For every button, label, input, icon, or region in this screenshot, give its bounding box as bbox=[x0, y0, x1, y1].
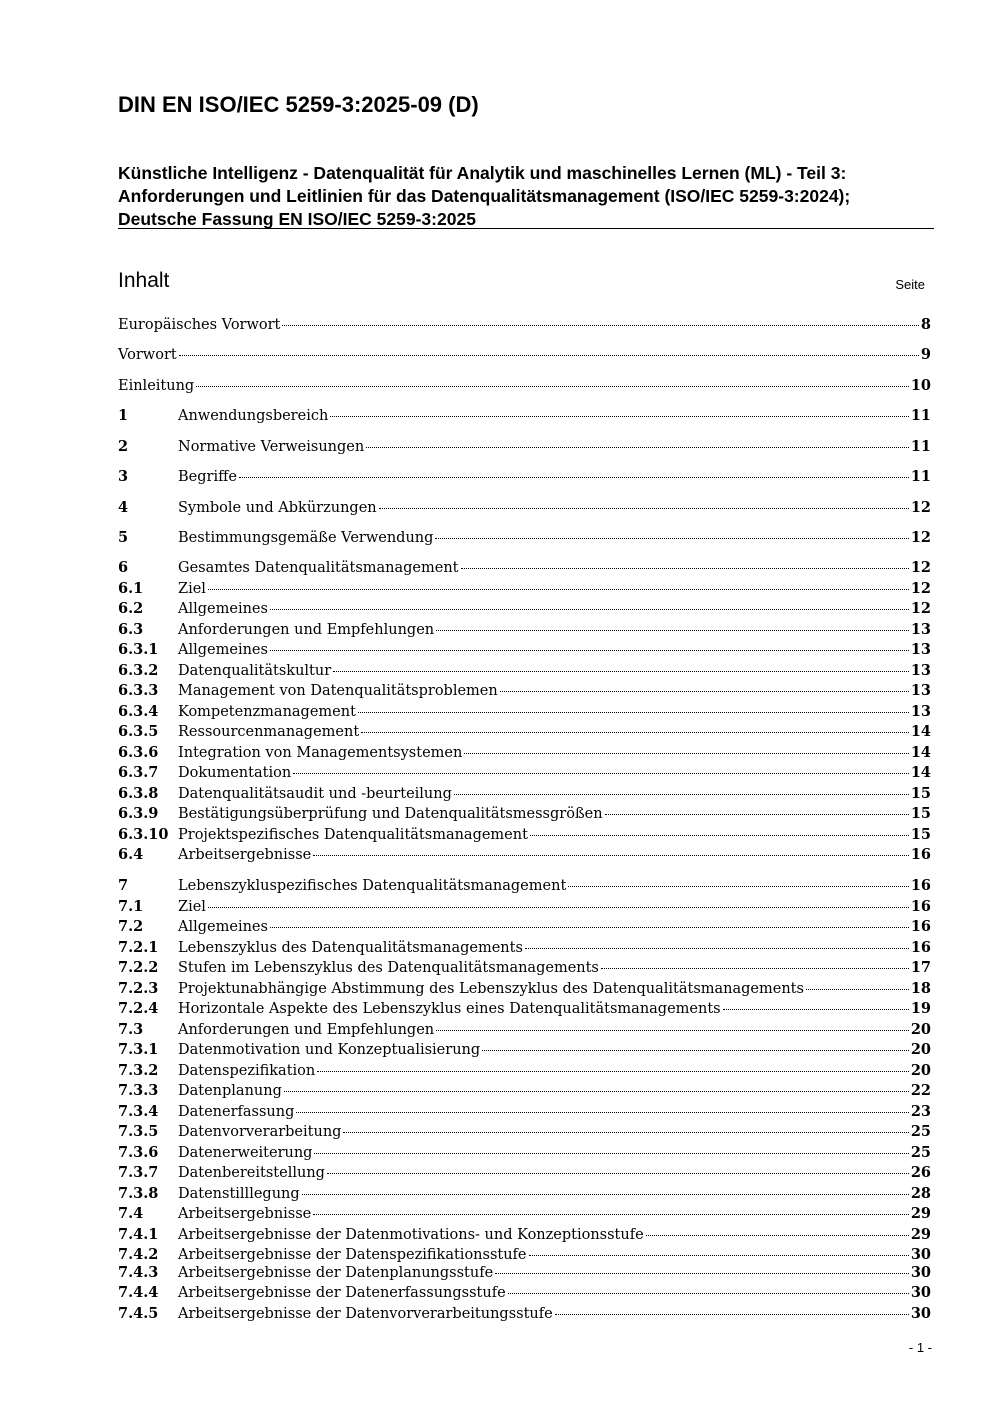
toc-entry[interactable] bbox=[118, 468, 931, 488]
toc-entry-number: 7.2.1 bbox=[118, 939, 159, 956]
toc-entry-number: 6.4 bbox=[118, 846, 144, 863]
toc-dot-leader bbox=[555, 1302, 909, 1315]
toc-entry-title: Bestimmungsgemäße Verwendung bbox=[178, 530, 434, 546]
toc-entry-title: Gesamtes Datenqualitätsmanagement bbox=[178, 560, 459, 576]
toc-dot-leader bbox=[568, 874, 909, 887]
toc-entry-title: Anforderungen und Empfehlungen bbox=[178, 1022, 435, 1038]
toc-dot-leader bbox=[314, 1141, 908, 1154]
toc-entry-page: 12 bbox=[910, 580, 931, 597]
toc-entry[interactable] bbox=[118, 529, 931, 549]
toc-dot-leader bbox=[343, 1120, 908, 1133]
toc-entry-page: 14 bbox=[910, 723, 931, 740]
toc-entry-number: 1 bbox=[118, 407, 129, 424]
toc-entry-title: Begriffe bbox=[178, 469, 237, 485]
toc-entry-number: 7.3.6 bbox=[118, 1144, 159, 1161]
toc-entry[interactable] bbox=[118, 764, 931, 784]
toc-dot-leader bbox=[282, 313, 919, 326]
toc-entry-number: 2 bbox=[118, 438, 129, 455]
toc-entry[interactable] bbox=[118, 499, 931, 519]
toc-entry-number: 7.3.3 bbox=[118, 1082, 159, 1099]
toc-entry-page: 13 bbox=[910, 682, 931, 699]
toc-entry-page: 11 bbox=[910, 407, 931, 424]
toc-entry[interactable] bbox=[118, 346, 931, 366]
toc-dot-leader bbox=[313, 1202, 909, 1215]
toc-entry-page: 11 bbox=[910, 438, 931, 455]
toc-entry-title: Bestätigungsüberprüfung und Datenqualitätsmessgrößen bbox=[178, 806, 603, 822]
toc-entry-number: 6.3.4 bbox=[118, 703, 159, 720]
toc-dot-leader bbox=[302, 1182, 909, 1195]
toc-entry-title: Datenqualitätskultur bbox=[178, 663, 332, 679]
toc-entry-number: 7.4.5 bbox=[118, 1305, 159, 1322]
toc-entry[interactable] bbox=[118, 1082, 931, 1102]
toc-entry-page: 29 bbox=[910, 1226, 931, 1243]
toc-dot-leader bbox=[293, 761, 909, 774]
toc-entry-title: Allgemeines bbox=[178, 642, 268, 658]
toc-entry[interactable] bbox=[118, 407, 931, 427]
toc-entry[interactable] bbox=[118, 559, 931, 579]
toc-dot-leader bbox=[296, 1100, 908, 1113]
toc-entry-title: Lebenszyklus des Datenqualitätsmanagements bbox=[178, 940, 523, 956]
toc-entry-page: 20 bbox=[910, 1041, 931, 1058]
toc-entry-number: 6.3 bbox=[118, 621, 144, 638]
toc-entry-title: Datenmotivation und Konzeptualisierung bbox=[178, 1042, 481, 1058]
toc-dot-leader bbox=[601, 956, 909, 969]
toc-entry-page: 20 bbox=[910, 1062, 931, 1079]
footer-page-number: - 1 - bbox=[908, 1340, 932, 1355]
toc-dot-leader bbox=[330, 404, 909, 417]
toc-dot-leader bbox=[495, 1261, 909, 1274]
toc-entry-page: 12 bbox=[910, 559, 931, 576]
toc-heading: Inhalt bbox=[118, 269, 170, 292]
toc-entry-page: 29 bbox=[910, 1205, 931, 1222]
toc-entry-number: 6.3.6 bbox=[118, 744, 159, 761]
toc-entry-number: 6.3.2 bbox=[118, 662, 159, 679]
toc-entry-page: 11 bbox=[910, 468, 931, 485]
toc-entry-page: 30 bbox=[910, 1264, 931, 1281]
toc-entry-number: 7.2 bbox=[118, 918, 144, 935]
toc-entry-number: 6.3.5 bbox=[118, 723, 159, 740]
toc-entry-title: Europäisches Vorwort bbox=[118, 317, 281, 333]
toc-entry-number: 7.2.2 bbox=[118, 959, 159, 976]
toc-entry[interactable] bbox=[118, 1123, 931, 1143]
toc-dot-leader bbox=[529, 1243, 909, 1256]
toc-entry-page: 14 bbox=[910, 744, 931, 761]
toc-entry-title: Kompetenzmanagement bbox=[178, 704, 356, 720]
toc-entry-title: Arbeitsergebnisse der Datenplanungsstufe bbox=[178, 1265, 494, 1281]
toc-dot-leader bbox=[482, 1038, 909, 1051]
toc-entry[interactable] bbox=[118, 723, 931, 743]
toc-entry-page: 16 bbox=[910, 846, 931, 863]
toc-entry[interactable] bbox=[118, 438, 931, 458]
toc-dot-leader bbox=[464, 741, 908, 754]
toc-dot-leader bbox=[270, 638, 909, 651]
toc-dot-leader bbox=[179, 343, 919, 356]
toc-entry-number: 6 bbox=[118, 559, 129, 576]
toc-entry-number: 6.2 bbox=[118, 600, 144, 617]
toc-dot-leader bbox=[435, 526, 908, 539]
toc-entry-number: 6.3.7 bbox=[118, 764, 159, 781]
toc-entry-title: Management von Datenqualitätsproblemen bbox=[178, 683, 498, 699]
toc-entry-title: Ressourcenmanagement bbox=[178, 724, 360, 740]
toc-dot-leader bbox=[461, 556, 909, 569]
toc-entry-page: 13 bbox=[910, 621, 931, 638]
toc-entry-page: 12 bbox=[910, 600, 931, 617]
toc-entry-number: 7.3.2 bbox=[118, 1062, 159, 1079]
toc-dot-leader bbox=[270, 597, 909, 610]
toc-dot-leader bbox=[208, 895, 909, 908]
toc-dot-leader bbox=[208, 577, 909, 590]
toc-entry-number: 7.3.4 bbox=[118, 1103, 159, 1120]
toc-entry-number: 7.4.3 bbox=[118, 1264, 159, 1281]
toc-entry-page: 26 bbox=[910, 1164, 931, 1181]
toc-entry-title: Normative Verweisungen bbox=[178, 439, 365, 455]
toc-entry-title: Lebenszykluspezifisches Datenqualitätsmanagement bbox=[178, 878, 567, 894]
toc-entry-title: Datenvorverarbeitung bbox=[178, 1124, 342, 1140]
document-id: DIN EN ISO/IEC 5259-3:2025-09 (D) bbox=[118, 92, 479, 117]
toc-entry-page: 20 bbox=[910, 1021, 931, 1038]
toc-entry[interactable] bbox=[118, 846, 931, 866]
toc-entry-title: Integration von Managementsystemen bbox=[178, 745, 463, 761]
toc-entry[interactable] bbox=[118, 682, 931, 702]
toc-entry-title: Allgemeines bbox=[178, 601, 268, 617]
toc-entry-number: 7.4.4 bbox=[118, 1284, 159, 1301]
toc-entry-title: Einleitung bbox=[118, 378, 195, 394]
document-title: Künstliche Intelligenz - Datenqualität für Analytik und maschinelles Lernen (ML) - Teil 3: Anforderungen und Leitlinien für das Datenqualitätsmanagement (ISO/IEC 5259-3:2024); Deutsche Fassung EN ISO/IEC 5259-3:2025 bbox=[118, 163, 851, 229]
toc-dot-leader bbox=[361, 720, 909, 733]
toc-dot-leader bbox=[284, 1079, 909, 1092]
toc-dot-leader bbox=[239, 465, 909, 478]
toc-dot-leader bbox=[358, 700, 909, 713]
toc-entry[interactable] bbox=[118, 641, 931, 661]
toc-entry-title: Arbeitsergebnisse der Datenvorverarbeitungsstufe bbox=[178, 1306, 553, 1322]
toc-entry[interactable] bbox=[118, 805, 931, 825]
toc-entry-page: 23 bbox=[910, 1103, 931, 1120]
toc-entry-title: Arbeitsergebnisse der Datenspezifikationsstufe bbox=[178, 1247, 527, 1263]
toc-entry-title: Datenplanung bbox=[178, 1083, 282, 1099]
toc-dot-leader bbox=[317, 1059, 909, 1072]
toc-entry[interactable] bbox=[118, 316, 931, 336]
toc-entry-title: Datenspezifikation bbox=[178, 1063, 316, 1079]
toc-entry-page: 15 bbox=[910, 826, 931, 843]
toc-entry-number: 7 bbox=[118, 877, 129, 894]
toc-entry-title: Datenerfassung bbox=[178, 1104, 295, 1120]
toc-entry-title: Arbeitsergebnisse bbox=[178, 1206, 312, 1222]
toc-dot-leader bbox=[333, 659, 909, 672]
toc-entry-number: 4 bbox=[118, 499, 129, 516]
toc-entry-number: 7.3.5 bbox=[118, 1123, 159, 1140]
toc-dot-leader bbox=[436, 1018, 909, 1031]
toc-entry[interactable] bbox=[118, 377, 931, 397]
toc-entry-page: 13 bbox=[910, 662, 931, 679]
toc-entry-title: Projektspezifisches Datenqualitätsmanagement bbox=[178, 827, 528, 843]
toc-entry[interactable] bbox=[118, 1305, 931, 1325]
toc-entry-title: Arbeitsergebnisse der Datenerfassungsstufe bbox=[178, 1285, 506, 1301]
toc-entry-page: 13 bbox=[910, 641, 931, 658]
toc-entry-number: 7.4 bbox=[118, 1205, 144, 1222]
page-column-label: Seite bbox=[895, 277, 925, 292]
toc-entry-number: 7.1 bbox=[118, 898, 144, 915]
toc-dot-leader bbox=[196, 374, 909, 387]
toc-entry-page: 30 bbox=[910, 1305, 931, 1322]
toc-entry-page: 30 bbox=[910, 1284, 931, 1301]
title-divider bbox=[118, 228, 934, 229]
toc-entry-number: 7.3.1 bbox=[118, 1041, 159, 1058]
toc-entry-number: 7.3.8 bbox=[118, 1185, 159, 1202]
toc-entry-number: 7.3.7 bbox=[118, 1164, 159, 1181]
toc-entry-page: 12 bbox=[910, 529, 931, 546]
toc-entry-title: Vorwort bbox=[118, 347, 177, 363]
toc-entry-number: 6.3.10 bbox=[118, 826, 169, 843]
toc-entry[interactable] bbox=[118, 1164, 931, 1184]
toc-entry-page: 15 bbox=[910, 805, 931, 822]
toc-dot-leader bbox=[500, 679, 909, 692]
toc-entry-page: 18 bbox=[910, 980, 931, 997]
toc-entry[interactable] bbox=[118, 1205, 931, 1225]
toc-dot-leader bbox=[806, 977, 909, 990]
toc-entry-title: Dokumentation bbox=[178, 765, 292, 781]
toc-entry-number: 7.3 bbox=[118, 1021, 144, 1038]
toc-entry-page: 16 bbox=[910, 877, 931, 894]
toc-entry-title: Datenstilllegung bbox=[178, 1186, 300, 1202]
toc-entry-page: 14 bbox=[910, 764, 931, 781]
toc-entry-page: 13 bbox=[910, 703, 931, 720]
toc-entry-page: 8 bbox=[920, 316, 931, 333]
toc-entry[interactable] bbox=[118, 877, 931, 897]
toc-dot-leader bbox=[379, 496, 909, 509]
toc-entry-title: Datenerweiterung bbox=[178, 1145, 313, 1161]
toc-entry-page: 16 bbox=[910, 918, 931, 935]
toc-entry-page: 25 bbox=[910, 1123, 931, 1140]
toc-entry-page: 12 bbox=[910, 499, 931, 516]
toc-entry-title: Arbeitsergebnisse bbox=[178, 847, 312, 863]
toc-entry-page: 30 bbox=[910, 1246, 931, 1263]
toc-entry[interactable] bbox=[118, 1041, 931, 1061]
toc-entry-number: 7.4.1 bbox=[118, 1226, 159, 1243]
toc-entry-page: 16 bbox=[910, 898, 931, 915]
toc-entry[interactable] bbox=[118, 600, 931, 620]
toc-dot-leader bbox=[530, 823, 909, 836]
toc-dot-leader bbox=[605, 802, 909, 815]
toc-entry-number: 3 bbox=[118, 468, 129, 485]
toc-entry-number: 7.4.2 bbox=[118, 1246, 159, 1263]
toc-dot-leader bbox=[436, 618, 909, 631]
toc-entry-number: 7.2.4 bbox=[118, 1000, 159, 1017]
toc-entry-page: 19 bbox=[910, 1000, 931, 1017]
toc-entry-page: 16 bbox=[910, 939, 931, 956]
toc-entry-page: 22 bbox=[910, 1082, 931, 1099]
toc-entry-title: Datenqualitätsaudit und -beurteilung bbox=[178, 786, 452, 802]
toc-entry-page: 25 bbox=[910, 1144, 931, 1161]
toc-entry-title: Arbeitsergebnisse der Datenmotivations- und Konzeptionsstufe bbox=[178, 1227, 644, 1243]
toc-dot-leader bbox=[508, 1281, 909, 1294]
toc-entry[interactable] bbox=[118, 959, 931, 979]
toc-entry-title: Anforderungen und Empfehlungen bbox=[178, 622, 435, 638]
toc-entry-title: Ziel bbox=[178, 899, 206, 915]
toc-entry-page: 17 bbox=[910, 959, 931, 976]
toc-entry-title: Stufen im Lebenszyklus des Datenqualitätsmanagements bbox=[178, 960, 599, 976]
toc-entry-page: 10 bbox=[910, 377, 931, 394]
toc-dot-leader bbox=[454, 782, 909, 795]
toc-dot-leader bbox=[366, 435, 909, 448]
toc-entry-title: Ziel bbox=[178, 581, 206, 597]
toc-entry-number: 5 bbox=[118, 529, 129, 546]
toc-entry-page: 9 bbox=[920, 346, 931, 363]
toc-entry-page: 15 bbox=[910, 785, 931, 802]
toc-entry-title: Datenbereitstellung bbox=[178, 1165, 325, 1181]
toc-entry-number: 6.3.3 bbox=[118, 682, 159, 699]
toc-dot-leader bbox=[646, 1223, 909, 1236]
toc-dot-leader bbox=[327, 1161, 909, 1174]
toc-entry-number: 6.3.9 bbox=[118, 805, 159, 822]
toc-dot-leader bbox=[313, 843, 909, 856]
toc-entry[interactable] bbox=[118, 918, 931, 938]
toc-dot-leader bbox=[723, 997, 909, 1010]
toc-entry-title: Symbole und Abkürzungen bbox=[178, 500, 377, 516]
toc-entry-number: 7.2.3 bbox=[118, 980, 159, 997]
toc-entry-number: 6.3.1 bbox=[118, 641, 159, 658]
toc-entry-page: 28 bbox=[910, 1185, 931, 1202]
toc-entry[interactable] bbox=[118, 1000, 931, 1020]
toc-entry[interactable] bbox=[118, 1284, 931, 1304]
toc-dot-leader bbox=[270, 915, 909, 928]
toc-entry-number: 6.3.8 bbox=[118, 785, 159, 802]
toc-entry-title: Anwendungsbereich bbox=[178, 408, 329, 424]
toc-entry-number: 6.1 bbox=[118, 580, 144, 597]
toc-dot-leader bbox=[525, 936, 909, 949]
toc-entry-title: Horizontale Aspekte des Lebenszyklus eines Datenqualitätsmanagements bbox=[178, 1001, 721, 1017]
toc-entry-title: Allgemeines bbox=[178, 919, 268, 935]
toc-entry-title: Projektunabhängige Abstimmung des Lebenszyklus des Datenqualitätsmanagements bbox=[178, 981, 804, 997]
